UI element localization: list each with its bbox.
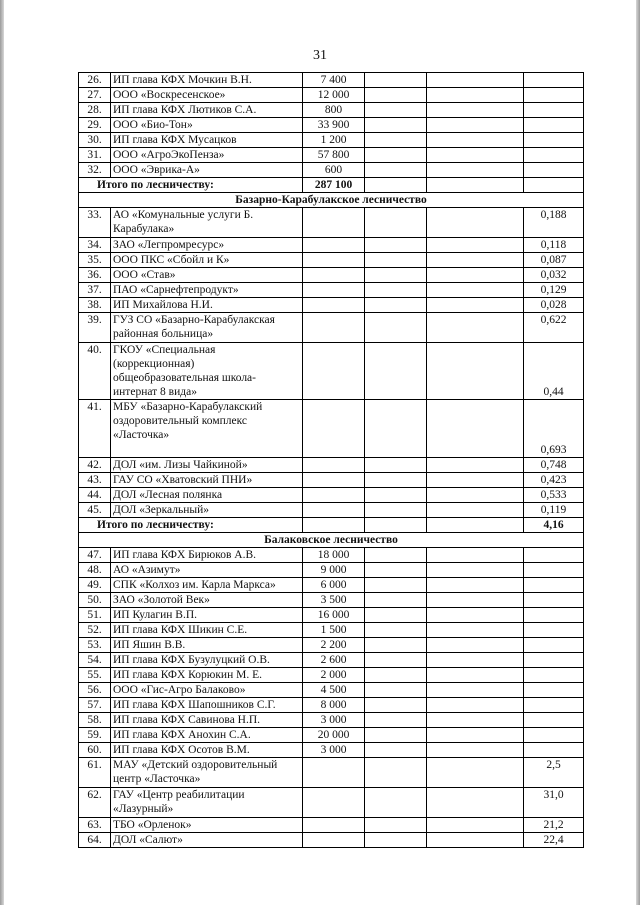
value-col-3: 20 000: [303, 728, 365, 743]
value-col-5: [427, 638, 524, 653]
value-col-3: 1 500: [303, 623, 365, 638]
value-col-3: [303, 238, 365, 253]
row-number: 62.: [79, 788, 111, 818]
value-col-3: 2 000: [303, 668, 365, 683]
value-col-4: [365, 698, 427, 713]
value-col-4: [365, 163, 427, 178]
value-col-3: 3 500: [303, 593, 365, 608]
row-number: 44.: [79, 488, 111, 503]
row-name: ЗАО «Легпромресурс»: [111, 238, 303, 253]
value-col-6: [524, 163, 584, 178]
row-number: 35.: [79, 253, 111, 268]
value-col-6: [524, 668, 584, 683]
row-number: 47.: [79, 548, 111, 563]
value-col-4: [365, 638, 427, 653]
value-col-4: [365, 488, 427, 503]
value-col-3: [303, 208, 365, 238]
table-row: [79, 343, 584, 400]
table-row: [79, 163, 584, 178]
row-number: 53.: [79, 638, 111, 653]
row-number: 48.: [79, 563, 111, 578]
value-col-4: [365, 758, 427, 788]
value-col-3: 2 600: [303, 653, 365, 668]
scan-edge-right: [636, 0, 640, 905]
table-row: [79, 473, 584, 488]
value-col-4: [365, 343, 427, 400]
value-col-4: [365, 268, 427, 283]
total-value-1: [303, 518, 365, 533]
value-col-4: [365, 578, 427, 593]
value-col-4: [365, 103, 427, 118]
value-col-4: [365, 833, 427, 848]
value-col-5: [427, 608, 524, 623]
table-row: [79, 400, 584, 458]
row-name: ГАУ «Центр реабилитации «Лазурный»: [111, 788, 303, 818]
value-col-3: [303, 400, 365, 458]
table-row: [79, 698, 584, 713]
value-col-4: [365, 713, 427, 728]
table-row: [79, 298, 584, 313]
value-col-5: [427, 313, 524, 343]
value-col-5: [427, 458, 524, 473]
table-body: [79, 73, 584, 848]
row-name: МАУ «Детский оздоровительный центр «Ласточка»: [111, 758, 303, 788]
table-row: [79, 313, 584, 343]
table-row: [79, 253, 584, 268]
table-row: [79, 758, 584, 788]
value-col-3: [303, 343, 365, 400]
value-col-6: [524, 743, 584, 758]
value-col-5: [427, 578, 524, 593]
value-col-4: [365, 728, 427, 743]
value-col-4: [365, 238, 427, 253]
value-col-3: 12 000: [303, 88, 365, 103]
row-name: ООО «Став»: [111, 268, 303, 283]
table-row: [79, 458, 584, 473]
row-number: 55.: [79, 668, 111, 683]
row-number: 32.: [79, 163, 111, 178]
table-row: [79, 623, 584, 638]
value-col-6: 0,622: [524, 313, 584, 343]
row-number: 52.: [79, 623, 111, 638]
value-col-4: [365, 208, 427, 238]
value-col-3: [303, 458, 365, 473]
value-col-3: 33 900: [303, 118, 365, 133]
value-col-6: [524, 103, 584, 118]
row-number: 41.: [79, 400, 111, 458]
table-row: [79, 563, 584, 578]
value-col-5: [427, 88, 524, 103]
value-col-6: [524, 548, 584, 563]
row-number: 43.: [79, 473, 111, 488]
value-col-3: [303, 268, 365, 283]
row-number: 63.: [79, 818, 111, 833]
row-name: ИП глава КФХ Корюкин М. Е.: [111, 668, 303, 683]
row-number: 49.: [79, 578, 111, 593]
value-col-5: [427, 73, 524, 88]
value-col-5: [427, 728, 524, 743]
table-row: [79, 593, 584, 608]
row-number: 29.: [79, 118, 111, 133]
table-row: [79, 208, 584, 238]
value-col-5: [427, 253, 524, 268]
table-row: [79, 668, 584, 683]
row-number: 34.: [79, 238, 111, 253]
value-col-5: [427, 503, 524, 518]
value-col-6: [524, 563, 584, 578]
value-col-4: [365, 593, 427, 608]
value-col-3: 600: [303, 163, 365, 178]
value-col-5: [427, 163, 524, 178]
row-name: ДОЛ «Зеркальный»: [111, 503, 303, 518]
row-number: 33.: [79, 208, 111, 238]
value-col-6: 0,693: [524, 400, 584, 458]
table-row: [79, 818, 584, 833]
table-row: [79, 743, 584, 758]
table-row: [79, 608, 584, 623]
value-col-4: [365, 458, 427, 473]
section-header-row: [79, 193, 584, 208]
row-name: АО «Азимут»: [111, 563, 303, 578]
row-name: ИП Кулагин В.П.: [111, 608, 303, 623]
row-number: 45.: [79, 503, 111, 518]
value-col-6: [524, 608, 584, 623]
value-col-6: 21,2: [524, 818, 584, 833]
row-number: 61.: [79, 758, 111, 788]
value-col-3: 800: [303, 103, 365, 118]
value-col-4: [365, 623, 427, 638]
value-col-4: [365, 563, 427, 578]
row-name: ГАУ СО «Хватовский ПНИ»: [111, 473, 303, 488]
value-col-6: [524, 638, 584, 653]
table-row: [79, 653, 584, 668]
row-name: ДОЛ «им. Лизы Чайкиной»: [111, 458, 303, 473]
value-col-5: [427, 698, 524, 713]
value-col-6: [524, 728, 584, 743]
row-number: 57.: [79, 698, 111, 713]
value-col-4: [365, 88, 427, 103]
total-value-4: [524, 178, 584, 193]
table-row: [79, 578, 584, 593]
table-row: [79, 833, 584, 848]
row-name: ТБО «Орленок»: [111, 818, 303, 833]
value-col-3: [303, 833, 365, 848]
row-name: ИП глава КФХ Шапошников С.Г.: [111, 698, 303, 713]
row-name: ГКОУ «Специальная (коррекционная) общеобразовательная школа-интернат 8 вида»: [111, 343, 303, 400]
row-number: 27.: [79, 88, 111, 103]
value-col-6: [524, 683, 584, 698]
value-col-5: [427, 623, 524, 638]
table-row: [79, 638, 584, 653]
value-col-4: [365, 283, 427, 298]
page-number: 31: [313, 48, 327, 63]
value-col-6: 0,748: [524, 458, 584, 473]
value-col-5: [427, 788, 524, 818]
row-name: ИП глава КФХ Лютиков С.А.: [111, 103, 303, 118]
value-col-6: 0,188: [524, 208, 584, 238]
value-col-3: [303, 788, 365, 818]
total-value-1: 287 100: [303, 178, 365, 193]
row-name: ИП Михайлова Н.И.: [111, 298, 303, 313]
empty-cell: [365, 178, 427, 193]
value-col-6: 31,0: [524, 788, 584, 818]
forest-users-table: [78, 72, 584, 848]
value-col-5: [427, 208, 524, 238]
row-number: 30.: [79, 133, 111, 148]
value-col-4: [365, 548, 427, 563]
value-col-6: [524, 88, 584, 103]
value-col-5: [427, 743, 524, 758]
value-col-6: 0,423: [524, 473, 584, 488]
row-name: ИП глава КФХ Шикин С.Е.: [111, 623, 303, 638]
row-number: 50.: [79, 593, 111, 608]
value-col-6: 22,4: [524, 833, 584, 848]
value-col-5: [427, 488, 524, 503]
table-row: [79, 238, 584, 253]
value-col-3: [303, 818, 365, 833]
table-row: [79, 788, 584, 818]
value-col-6: 0,118: [524, 238, 584, 253]
row-number: 36.: [79, 268, 111, 283]
value-col-5: [427, 118, 524, 133]
row-name: ООО ПКС «Сбойл и К»: [111, 253, 303, 268]
total-value-4: 4,16: [524, 518, 584, 533]
value-col-3: [303, 253, 365, 268]
row-name: ИП глава КФХ Мочкин В.Н.: [111, 73, 303, 88]
row-number: 64.: [79, 833, 111, 848]
row-number: 51.: [79, 608, 111, 623]
row-name: ИП глава КФХ Савинова Н.П.: [111, 713, 303, 728]
row-number: 56.: [79, 683, 111, 698]
row-name: ЗАО «Золотой Век»: [111, 593, 303, 608]
table-row: [79, 133, 584, 148]
value-col-3: 9 000: [303, 563, 365, 578]
value-col-3: 2 200: [303, 638, 365, 653]
value-col-5: [427, 653, 524, 668]
table-row: [79, 268, 584, 283]
value-col-4: [365, 118, 427, 133]
value-col-6: 0,44: [524, 343, 584, 400]
table-row: [79, 283, 584, 298]
total-row: [79, 178, 584, 193]
row-number: 59.: [79, 728, 111, 743]
row-name: ООО «Эврика-А»: [111, 163, 303, 178]
value-col-3: 7 400: [303, 73, 365, 88]
row-number: 26.: [79, 73, 111, 88]
value-col-6: 0,533: [524, 488, 584, 503]
total-label: Итого по лесничеству:: [79, 178, 303, 193]
value-col-5: [427, 133, 524, 148]
value-col-3: 8 000: [303, 698, 365, 713]
table-row: [79, 548, 584, 563]
value-col-3: 57 800: [303, 148, 365, 163]
value-col-6: [524, 73, 584, 88]
value-col-4: [365, 298, 427, 313]
value-col-5: [427, 683, 524, 698]
value-col-6: [524, 118, 584, 133]
value-col-3: [303, 283, 365, 298]
value-col-4: [365, 473, 427, 488]
value-col-6: 0,032: [524, 268, 584, 283]
value-col-4: [365, 683, 427, 698]
value-col-3: 1 200: [303, 133, 365, 148]
value-col-4: [365, 668, 427, 683]
total-row: [79, 518, 584, 533]
value-col-6: 0,087: [524, 253, 584, 268]
value-col-6: 0,028: [524, 298, 584, 313]
value-col-4: [365, 818, 427, 833]
row-number: 38.: [79, 298, 111, 313]
value-col-4: [365, 400, 427, 458]
value-col-4: [365, 503, 427, 518]
value-col-3: 3 000: [303, 713, 365, 728]
value-col-4: [365, 313, 427, 343]
table-row: [79, 728, 584, 743]
empty-cell: [427, 178, 524, 193]
table-row: [79, 73, 584, 88]
row-name: ООО «Гис-Агро Балаково»: [111, 683, 303, 698]
value-col-4: [365, 653, 427, 668]
table-row: [79, 713, 584, 728]
value-col-3: [303, 313, 365, 343]
value-col-5: [427, 548, 524, 563]
row-number: 60.: [79, 743, 111, 758]
table-row: [79, 148, 584, 163]
value-col-4: [365, 148, 427, 163]
table-row: [79, 503, 584, 518]
row-name: ИП глава КФХ Бирюков А.В.: [111, 548, 303, 563]
row-number: 39.: [79, 313, 111, 343]
value-col-3: [303, 473, 365, 488]
row-number: 54.: [79, 653, 111, 668]
value-col-3: 4 500: [303, 683, 365, 698]
row-number: 28.: [79, 103, 111, 118]
value-col-5: [427, 283, 524, 298]
value-col-3: [303, 298, 365, 313]
table-row: [79, 88, 584, 103]
row-name: ООО «Био-Тон»: [111, 118, 303, 133]
row-name: ИП глава КФХ Осотов В.М.: [111, 743, 303, 758]
value-col-6: [524, 593, 584, 608]
row-name: ИП глава КФХ Анохин С.А.: [111, 728, 303, 743]
value-col-5: [427, 298, 524, 313]
value-col-5: [427, 563, 524, 578]
value-col-4: [365, 608, 427, 623]
row-name: ООО «АгроЭкоПенза»: [111, 148, 303, 163]
row-name: ДОЛ «Салют»: [111, 833, 303, 848]
value-col-6: [524, 148, 584, 163]
value-col-4: [365, 133, 427, 148]
value-col-5: [427, 713, 524, 728]
value-col-5: [427, 473, 524, 488]
value-col-6: [524, 578, 584, 593]
value-col-5: [427, 668, 524, 683]
value-col-3: [303, 488, 365, 503]
empty-cell: [427, 518, 524, 533]
section-title: Балаковское лесничество: [79, 533, 584, 548]
row-name: ООО «Воскресенское»: [111, 88, 303, 103]
row-name: ИП Яшин В.В.: [111, 638, 303, 653]
value-col-6: [524, 133, 584, 148]
value-col-4: [365, 253, 427, 268]
value-col-6: [524, 713, 584, 728]
value-col-3: 16 000: [303, 608, 365, 623]
empty-cell: [365, 518, 427, 533]
row-name: ГУЗ СО «Базарно-Карабулакская районная больница»: [111, 313, 303, 343]
value-col-4: [365, 743, 427, 758]
row-name: СПК «Колхоз им. Карла Маркса»: [111, 578, 303, 593]
section-title: Базарно-Карабулакское лесничество: [79, 193, 584, 208]
row-number: 31.: [79, 148, 111, 163]
value-col-6: [524, 698, 584, 713]
value-col-3: 6 000: [303, 578, 365, 593]
value-col-5: [427, 593, 524, 608]
row-number: 42.: [79, 458, 111, 473]
section-header-row: [79, 533, 584, 548]
value-col-4: [365, 73, 427, 88]
value-col-6: 0,119: [524, 503, 584, 518]
row-name: ПАО «Сарнефтепродукт»: [111, 283, 303, 298]
value-col-5: [427, 148, 524, 163]
value-col-3: 3 000: [303, 743, 365, 758]
row-name: МБУ «Базарно-Карабулакский оздоровительный комплекс «Ласточка»: [111, 400, 303, 458]
table-row: [79, 488, 584, 503]
value-col-6: [524, 653, 584, 668]
value-col-5: [427, 238, 524, 253]
row-number: 58.: [79, 713, 111, 728]
value-col-5: [427, 833, 524, 848]
row-name: АО «Комунальные услуги Б. Карабулака»: [111, 208, 303, 238]
row-number: 37.: [79, 283, 111, 298]
value-col-5: [427, 400, 524, 458]
total-label: Итого по лесничеству:: [79, 518, 303, 533]
value-col-5: [427, 758, 524, 788]
value-col-5: [427, 343, 524, 400]
value-col-5: [427, 268, 524, 283]
table-row: [79, 103, 584, 118]
value-col-3: [303, 758, 365, 788]
value-col-5: [427, 103, 524, 118]
value-col-6: [524, 623, 584, 638]
row-name: ИП глава КФХ Бузулуцкий О.В.: [111, 653, 303, 668]
scan-edge-left: [0, 0, 4, 905]
table-row: [79, 118, 584, 133]
value-col-3: 18 000: [303, 548, 365, 563]
row-number: 40.: [79, 343, 111, 400]
value-col-3: [303, 503, 365, 518]
table-row: [79, 683, 584, 698]
value-col-4: [365, 788, 427, 818]
value-col-5: [427, 818, 524, 833]
row-name: ИП глава КФХ Мусацков: [111, 133, 303, 148]
value-col-6: 2,5: [524, 758, 584, 788]
value-col-6: 0,129: [524, 283, 584, 298]
row-name: ДОЛ «Лесная полянка: [111, 488, 303, 503]
